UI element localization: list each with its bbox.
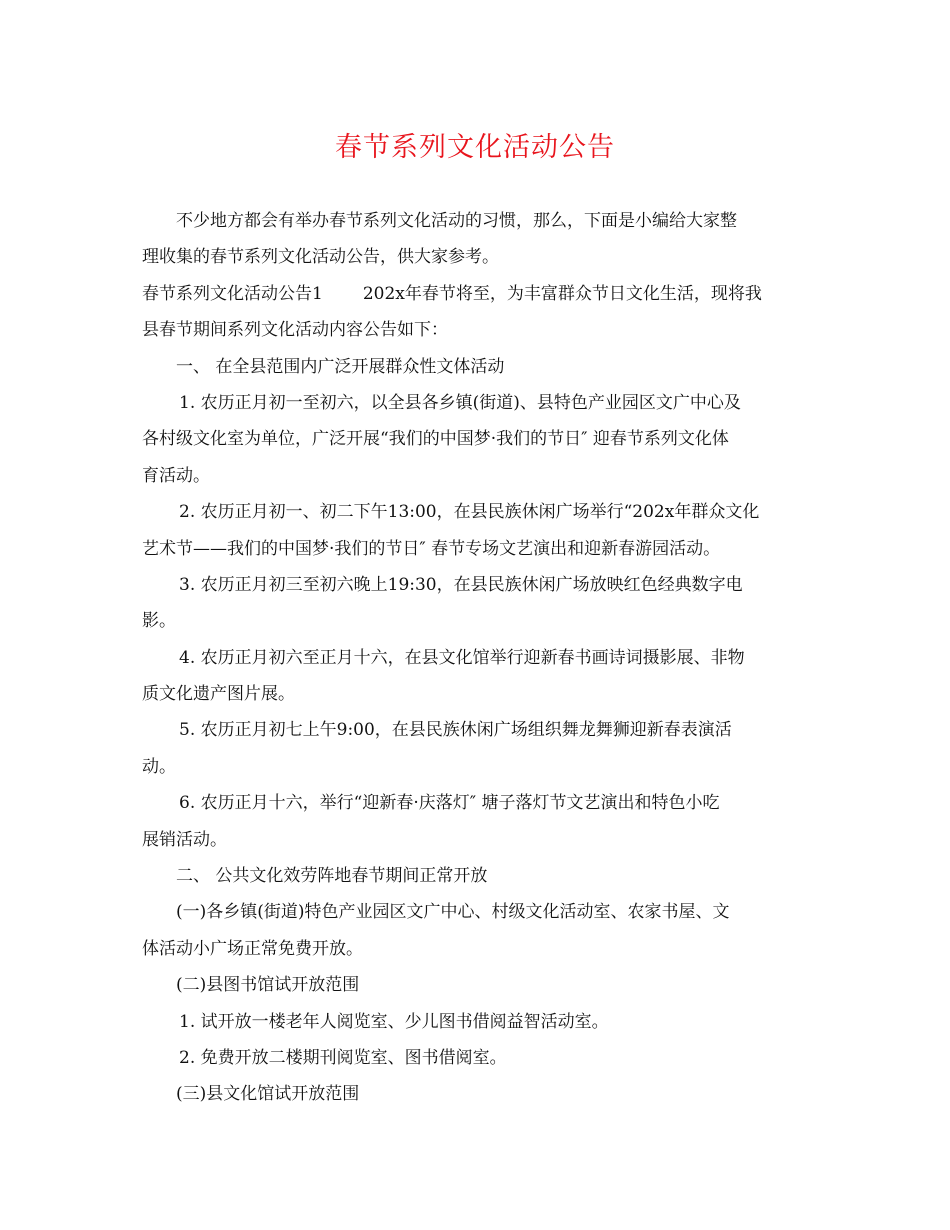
section-one-heading: 一、 在全县范围内广泛开展群众性文体活动 [176, 356, 505, 377]
sub-two-heading: (二)县图书馆试开放范围 [176, 975, 360, 996]
item-4-line-1: 4. 农历正月初六至正月十六，在县文化馆举行迎新春书画诗词摄影展、非物 [179, 647, 745, 668]
item-2-line-1: 2. 农历正月初一、初二下午13:00，在县民族休闲广场举行“202x年群众文化 [179, 502, 760, 523]
intro-line-2: 理收集的春节系列文化活动公告，供大家参考。 [142, 247, 499, 268]
item-5-line-1: 5. 农历正月初七上午9:00，在县民族休闲广场组织舞龙舞狮迎新春表演活 [179, 720, 732, 741]
notice-opening: 202x年春节将至，为丰富群众节日文化生活，现将我 [362, 283, 762, 304]
notice-opening-line-2: 县春节期间系列文化活动内容公告如下： [142, 320, 448, 341]
notice-heading-line [142, 276, 822, 312]
document-body [142, 203, 822, 1113]
item-1-line-1: 1. 农历正月初一至初六，以全县各乡镇(街道)、县特色产业园区文广中心及 [179, 392, 741, 413]
section-two-heading: 二、 公共文化效劳阵地春节期间正常开放 [176, 866, 488, 887]
sub-one-line-1: (一)各乡镇(街道)特色产业园区文广中心、村级文化活动室、农家书屋、文 [176, 902, 730, 923]
item-6-line-2: 展销活动。 [142, 829, 227, 850]
item-3-line-1: 3. 农历正月初三至初六晚上19:30，在县民族休闲广场放映红色经典数字电 [179, 574, 743, 595]
sub-one-line-2: 体活动小广场正常免费开放。 [142, 938, 363, 959]
item-1-line-2: 各村级文化室为单位，广泛开展“我们的中国梦·我们的节日″ 迎春节系列文化体 [142, 429, 729, 450]
item-5-line-2: 动。 [142, 756, 176, 777]
item-6-line-1: 6. 农历正月十六，举行“迎新春·庆落灯″ 塘子落灯节文艺演出和特色小吃 [179, 793, 720, 814]
document-title: 春节系列文化活动公告 [335, 132, 615, 163]
intro-line-1: 不少地方都会有举办春节系列文化活动的习惯，那么，下面是小编给大家整 [176, 211, 737, 231]
item-3-line-2: 影。 [142, 611, 176, 632]
sub-two-item-1: 1. 试开放一楼老年人阅览室、少儿图书借阅益智活动室。 [179, 1011, 609, 1032]
item-1-line-3: 育活动。 [142, 465, 210, 486]
item-4-line-2: 质文化遗产图片展。 [142, 684, 295, 705]
item-2-line-2: 艺术节——我们的中国梦·我们的节日″ 春节专场文艺演出和迎新春游园活动。 [142, 538, 721, 559]
sub-two-item-2: 2. 免费开放二楼期刊阅览室、图书借阅室。 [179, 1047, 507, 1068]
sub-three-heading: (三)县文化馆试开放范围 [176, 1084, 360, 1105]
notice-heading: 春节系列文化活动公告1 [142, 283, 323, 304]
